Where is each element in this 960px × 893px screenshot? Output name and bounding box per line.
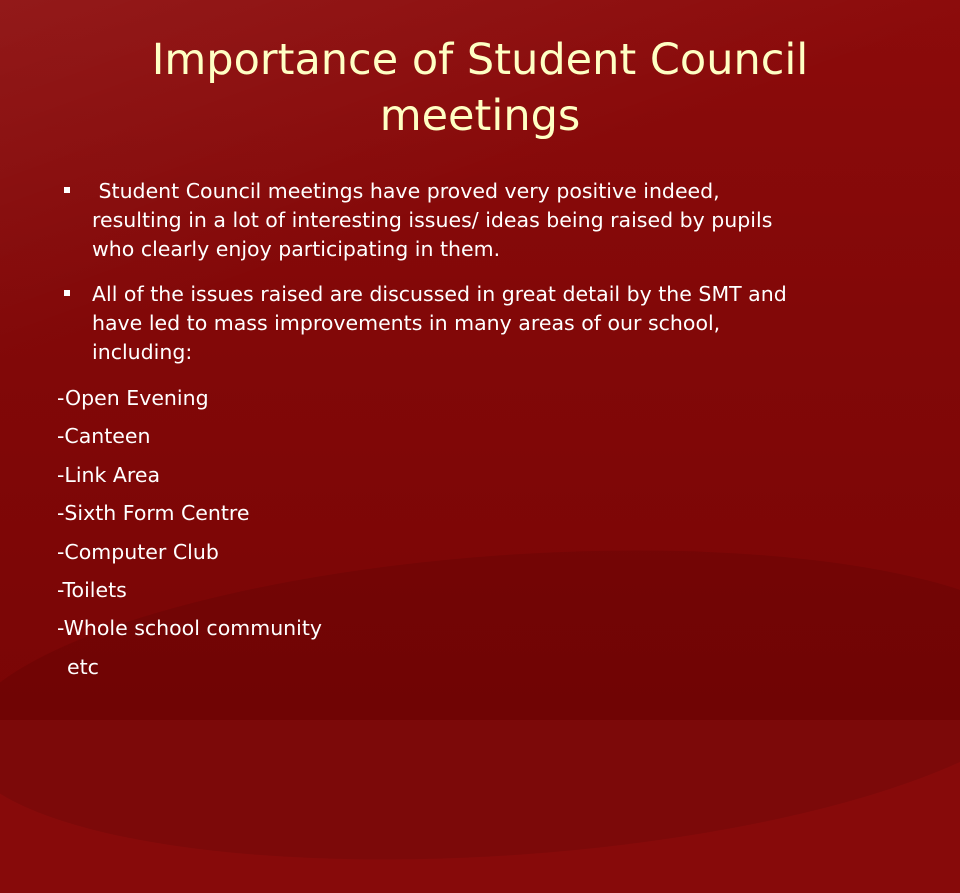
bullet-line: All of the issues raised are discussed in great detail by the SMT and <box>92 282 787 306</box>
bullet-line: Student Council meetings have proved very positive indeed, <box>92 179 720 203</box>
bullet-line: including: <box>92 340 193 364</box>
list-item: -Sixth Form Centre <box>57 501 250 526</box>
bullet-square-icon <box>64 187 70 193</box>
bullet-line: have led to mass improvements in many areas of our school, <box>92 311 721 335</box>
list-item: -Whole school community <box>57 616 323 641</box>
bullet-text <box>92 280 912 367</box>
list-item-etc: etc <box>67 654 99 679</box>
slide-title-line-2: meetings <box>379 91 581 141</box>
improvement-list <box>57 379 322 686</box>
list-item: -Toilets <box>57 578 127 603</box>
list-item: -Canteen <box>57 424 151 449</box>
list-item: -Link Area <box>57 462 161 487</box>
bullet-line: resulting in a lot of interesting issues/ ideas being raised by pupils <box>92 208 773 232</box>
bullet-square-icon <box>64 290 70 296</box>
slide-title-line-1: Importance of Student Council <box>151 35 809 85</box>
list-item: -Computer Club <box>57 539 219 564</box>
list-item: -Open Evening <box>57 386 209 410</box>
slide-title <box>60 32 900 144</box>
bullet-line: who clearly enjoy participating in them. <box>92 237 501 261</box>
bullet-text <box>92 177 912 264</box>
